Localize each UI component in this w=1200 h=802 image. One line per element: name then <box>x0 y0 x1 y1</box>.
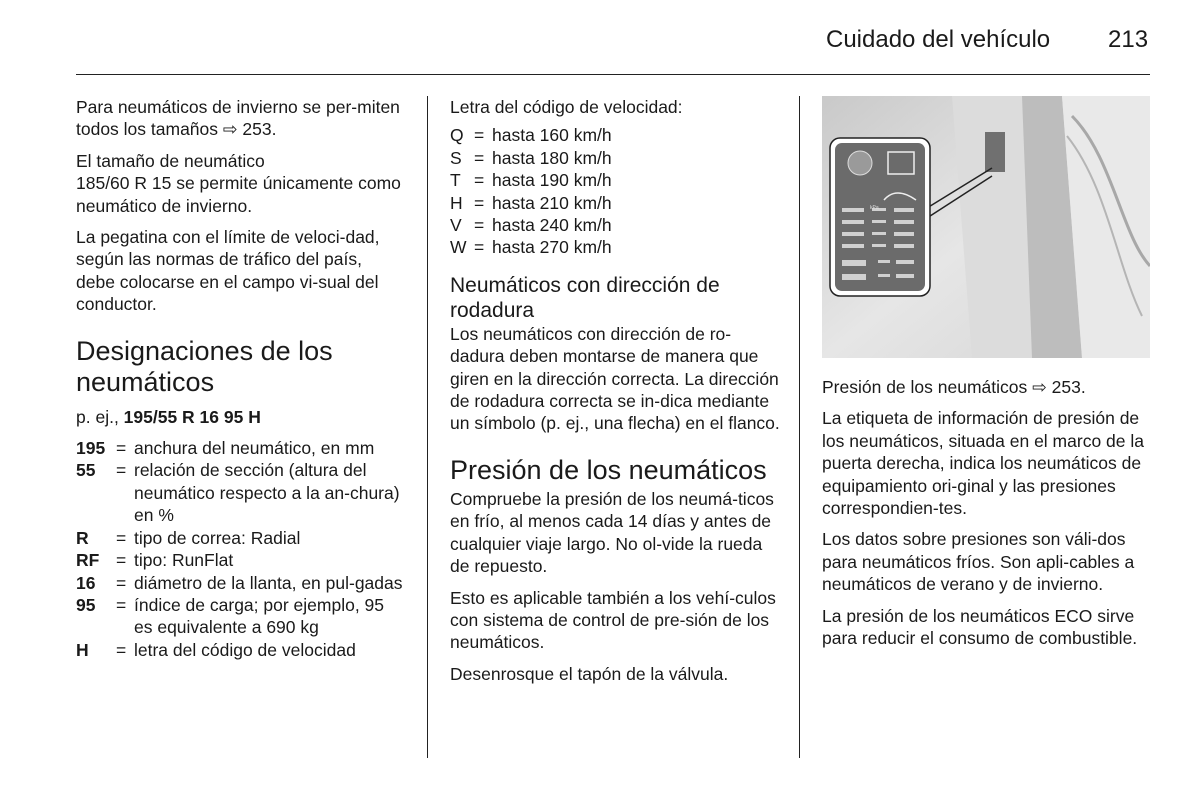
speed-value: hasta 190 km/h <box>492 170 612 191</box>
speed-row <box>450 147 780 169</box>
label-units-text: kPa <box>870 205 879 211</box>
definition-row <box>76 437 404 459</box>
definition-key: 55 <box>76 460 96 481</box>
definition-key: 195 <box>76 438 106 459</box>
equals-sign: = <box>116 572 127 593</box>
paragraph-valve-cap: Desenrosque el tapón de la válvula. <box>450 663 729 684</box>
example-value: 195/55 R 16 95 H <box>123 406 261 427</box>
tire-size-line2: 185/60 R 15 se permite únicamente como neumático de invierno. <box>76 173 401 216</box>
definition-row <box>76 594 404 639</box>
equals-sign: = <box>116 527 127 548</box>
speed-row <box>450 192 780 214</box>
paragraph-check-pressure: Compruebe la presión de los neumá-ticos en frío, al menos cada 14 días y antes de cualquier viaje largo. No ol-vide la rueda de repuesto. <box>450 488 774 577</box>
speed-letter: H <box>450 192 463 213</box>
equals-sign: = <box>474 170 485 191</box>
equals-sign: = <box>474 125 485 146</box>
speed-row <box>450 214 780 236</box>
heading-directional-tires: Neumáticos con dirección de rodadura <box>450 273 720 322</box>
paragraph-winter-sizes: Para neumáticos de invierno se per-miten todos los tamaños ⇨ 253. <box>76 97 400 140</box>
definition-key: 95 <box>76 594 96 615</box>
example-prefix: p. ej., <box>76 406 124 427</box>
definition-key: 16 <box>76 572 96 593</box>
paragraph-eco-pressure: La presión de los neumáticos ECO sirve para reducir el consumo de combustible. <box>822 605 1138 649</box>
definition-row <box>76 527 404 549</box>
paragraph-tire-size <box>76 150 404 217</box>
tire-size-line1: El tamaño de neumático <box>76 150 265 171</box>
column-2 <box>450 96 780 694</box>
equals-sign: = <box>474 215 485 236</box>
tire-pressure-label-photo <box>822 96 1150 358</box>
heading-tire-designations: Designaciones de los neumáticos <box>76 335 333 397</box>
speed-letter: T <box>450 170 461 191</box>
column-divider-1 <box>427 96 428 758</box>
column-1 <box>76 96 404 669</box>
page-header <box>0 0 1200 80</box>
speed-letter: Q <box>450 125 464 146</box>
column-3 <box>822 376 1152 658</box>
paragraph-directional-tires: Los neumáticos con dirección de ro-dadura deben montarse de manera que giren en la dirección correcta. La dirección de rodadura correcta se in-dica mediante un símbolo (p. ej., una flecha) en el flanco. <box>450 323 780 434</box>
definition-row <box>76 459 404 526</box>
definition-value: relación de sección (altura del neumático respecto a la an-chura) en % <box>134 460 400 526</box>
paragraph-pressure-label: La etiqueta de información de presión de los neumáticos, situada en el marco de la puerta derecha, indica los neumáticos de equipamiento ori-ginal y las presiones correspondien-tes. <box>822 408 1144 519</box>
definition-key: H <box>76 639 89 660</box>
definition-value: diámetro de la llanta, en pul-gadas <box>134 572 403 593</box>
speed-value: hasta 180 km/h <box>492 147 612 168</box>
designation-list <box>76 437 404 661</box>
heading-tire-pressure: Presión de los neumáticos <box>450 454 767 485</box>
speed-letter: V <box>450 215 462 236</box>
speed-row <box>450 169 780 191</box>
definition-row <box>76 639 404 661</box>
door-frame-illustration <box>822 96 1150 358</box>
definition-value: tipo: RunFlat <box>134 550 234 571</box>
speed-value: hasta 210 km/h <box>492 192 612 213</box>
paragraph-pressure-data: Los datos sobre presiones son váli-dos para neumáticos fríos. Son apli-cables a neumáticos de verano y de invierno. <box>822 529 1135 595</box>
photo-caption: Presión de los neumáticos ⇨ 253. <box>822 377 1086 397</box>
equals-sign: = <box>474 192 485 213</box>
speed-row <box>450 124 780 146</box>
speed-value: hasta 270 km/h <box>492 237 612 258</box>
definition-row <box>76 549 404 571</box>
speed-code-title: Letra del código de velocidad: <box>450 97 683 117</box>
equals-sign: = <box>474 147 485 168</box>
equals-sign: = <box>116 550 127 571</box>
speed-value: hasta 240 km/h <box>492 215 612 236</box>
column-divider-2 <box>799 96 800 758</box>
paragraph-speed-sticker: La pegatina con el límite de veloci-dad, según las normas de tráfico del país, debe colocarse en el campo vi-sual del conductor. <box>76 227 380 315</box>
definition-value: tipo de correa: Radial <box>134 527 301 548</box>
section-title: Cuidado del vehículo <box>826 26 1051 53</box>
speed-code-list <box>450 124 780 258</box>
speed-letter: W <box>450 237 467 258</box>
definition-value: letra del código de velocidad <box>134 639 356 660</box>
equals-sign: = <box>474 237 485 258</box>
designation-example <box>76 406 404 428</box>
definition-value: anchura del neumático, en mm <box>134 438 375 459</box>
equals-sign: = <box>116 460 127 481</box>
paragraph-tpms: Esto es aplicable también a los vehí-culos con sistema de control de pre-sión de los neumáticos. <box>450 587 776 653</box>
definition-key: R <box>76 527 89 548</box>
speed-letter: S <box>450 147 462 168</box>
definition-row <box>76 572 404 594</box>
speed-row <box>450 236 780 258</box>
equals-sign: = <box>116 438 127 459</box>
page-number: 213 <box>1108 26 1149 53</box>
definition-value: índice de carga; por ejemplo, 95 es equivalente a 690 kg <box>134 594 385 638</box>
speed-value: hasta 160 km/h <box>492 125 612 146</box>
equals-sign: = <box>116 639 127 660</box>
header-divider <box>76 74 1150 75</box>
definition-key: RF <box>76 550 100 571</box>
equals-sign: = <box>116 594 127 615</box>
